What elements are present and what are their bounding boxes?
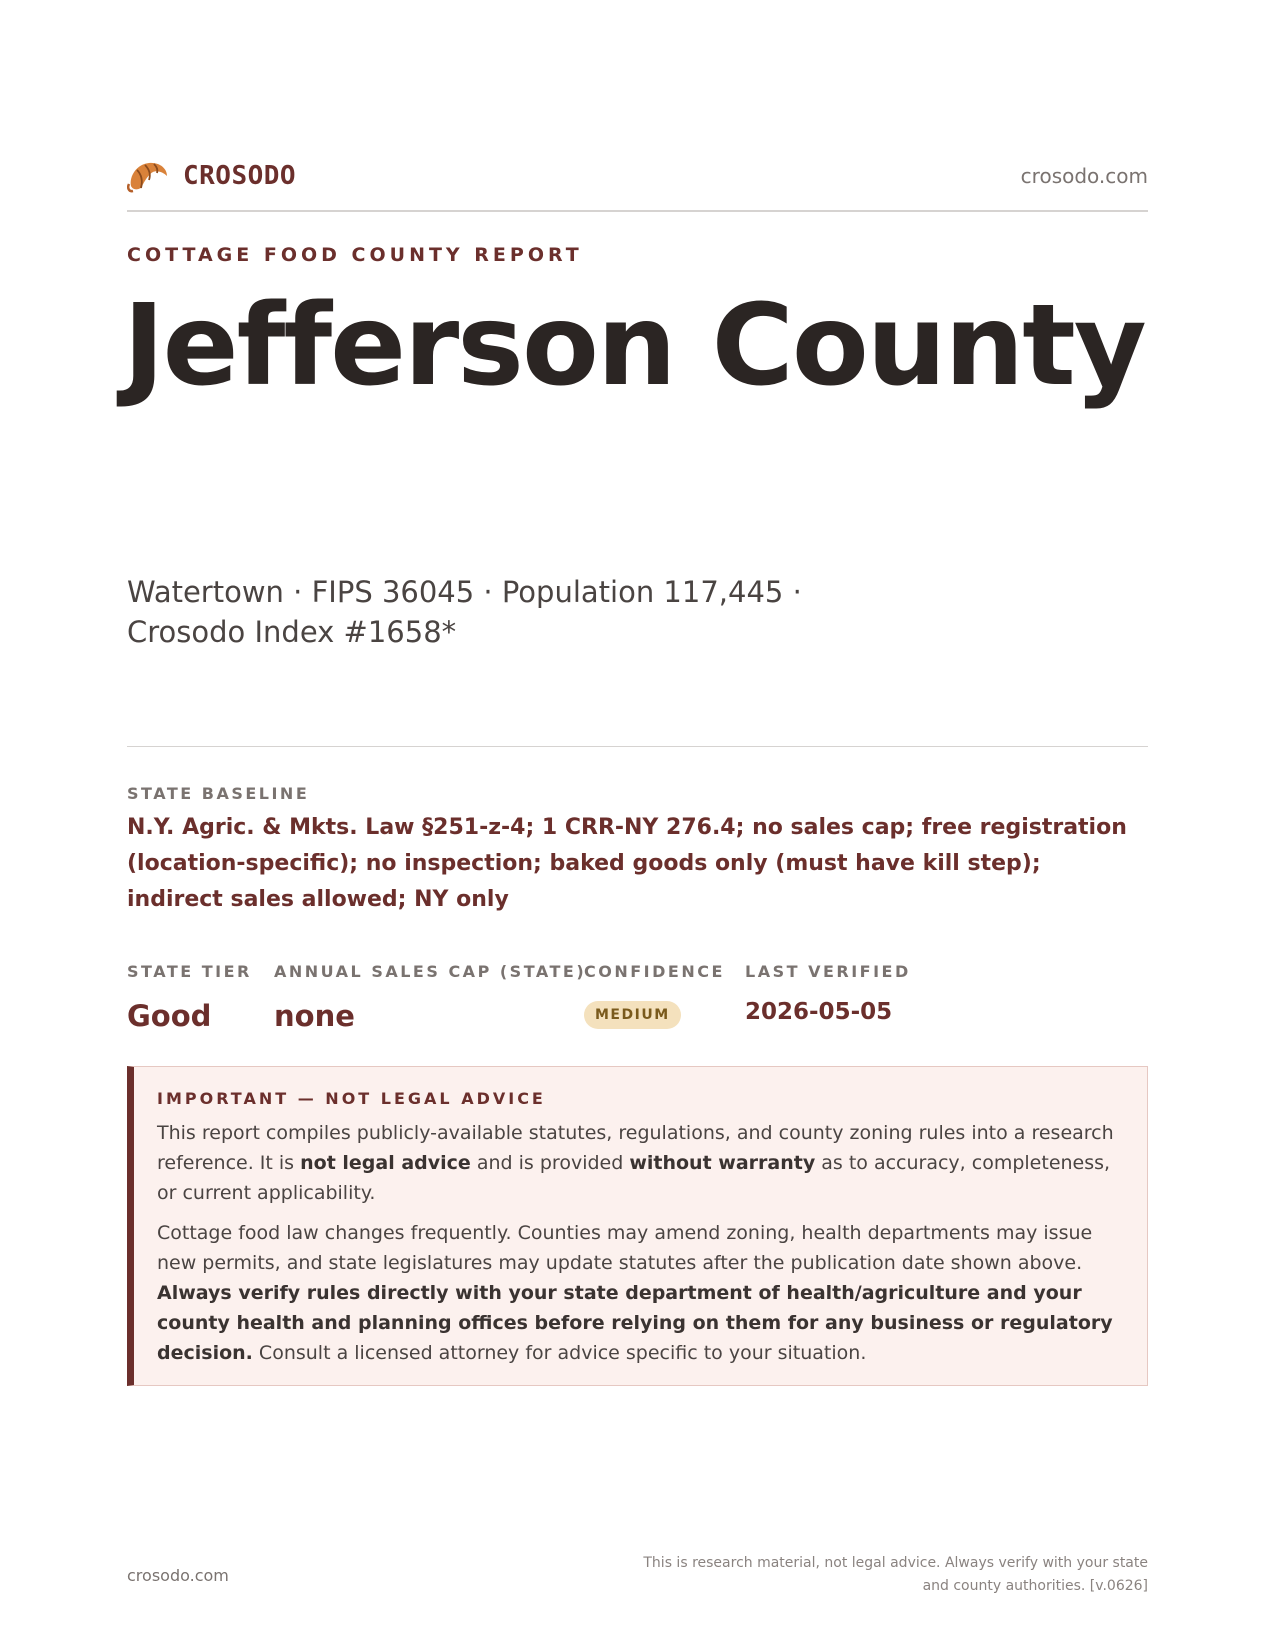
legal-notice bbox=[127, 1066, 1148, 1386]
report-subtitle: Watertown · FIPS 36045 · Population 117,445 · Crosodo Index #1658* bbox=[127, 575, 802, 649]
brand[interactable] bbox=[127, 156, 296, 196]
croissant-icon bbox=[127, 156, 169, 196]
stat-tier bbox=[127, 962, 252, 1033]
baseline-text: N.Y. Agric. & Mkts. Law §251-z-4; 1 CRR-NY 276.4; no sales cap; free registration (location-specific); no inspection; baked goods only (must have kill step); indirect sales allowed; NY only bbox=[127, 815, 1127, 912]
stats-row bbox=[127, 962, 1148, 1032]
page-title: Jefferson County bbox=[123, 281, 1145, 411]
notice-title: IMPORTANT — NOT LEGAL ADVICE bbox=[157, 1089, 546, 1108]
footer-site[interactable]: crosodo.com bbox=[127, 1566, 229, 1585]
stat-verified-label: LAST VERIFIED bbox=[745, 962, 911, 981]
stat-verified bbox=[745, 962, 911, 1025]
stat-cap-value: none bbox=[274, 999, 355, 1033]
brand-name: CROSODO bbox=[183, 161, 297, 191]
notice-emphasis: Always verify rules directly with your state department of health/agriculture and your county health and planning offices before relying on them for any business or regulatory decision. bbox=[157, 1282, 1113, 1364]
section-divider bbox=[127, 746, 1148, 747]
notice-text: as to accuracy, completeness, or current applicability. bbox=[157, 1152, 1111, 1204]
stat-tier-label: STATE TIER bbox=[127, 962, 252, 981]
stat-confidence bbox=[584, 962, 725, 1029]
report-eyebrow: COTTAGE FOOD COUNTY REPORT bbox=[127, 244, 583, 266]
notice-text: Cottage food law changes frequently. Counties may amend zoning, health departments may issue new permits, and state legislatures may update statutes after the publication date shown above. bbox=[157, 1222, 1093, 1274]
stat-cap bbox=[274, 962, 586, 1033]
notice-paragraph-2 bbox=[157, 1218, 1122, 1368]
stat-confidence-label: CONFIDENCE bbox=[584, 962, 725, 981]
stat-tier-value: Good bbox=[127, 999, 212, 1033]
site-link[interactable]: crosodo.com bbox=[1020, 164, 1148, 188]
notice-emphasis: without warranty bbox=[629, 1152, 816, 1174]
notice-text: Consult a licensed attorney for advice specific to your situation. bbox=[252, 1342, 867, 1364]
notice-text: This report compiles publicly-available statutes, regulations, and county zoning rules into a research reference. It is bbox=[157, 1122, 1114, 1174]
baseline-label: STATE BASELINE bbox=[127, 784, 310, 803]
stat-verified-value: 2026-05-05 bbox=[745, 999, 893, 1025]
stat-cap-label: ANNUAL SALES CAP (STATE) bbox=[274, 962, 587, 981]
footer-disclaimer: This is research material, not legal advice. Always verify with your state and county authorities. [v.0626] bbox=[643, 1555, 1148, 1594]
confidence-badge: MEDIUM bbox=[584, 1001, 681, 1029]
notice-emphasis: not legal advice bbox=[300, 1152, 471, 1174]
notice-text: and is provided bbox=[470, 1152, 630, 1174]
report-page bbox=[123, 0, 1148, 1650]
notice-paragraph-1 bbox=[157, 1118, 1122, 1208]
header bbox=[127, 156, 1148, 200]
header-divider bbox=[127, 210, 1148, 212]
